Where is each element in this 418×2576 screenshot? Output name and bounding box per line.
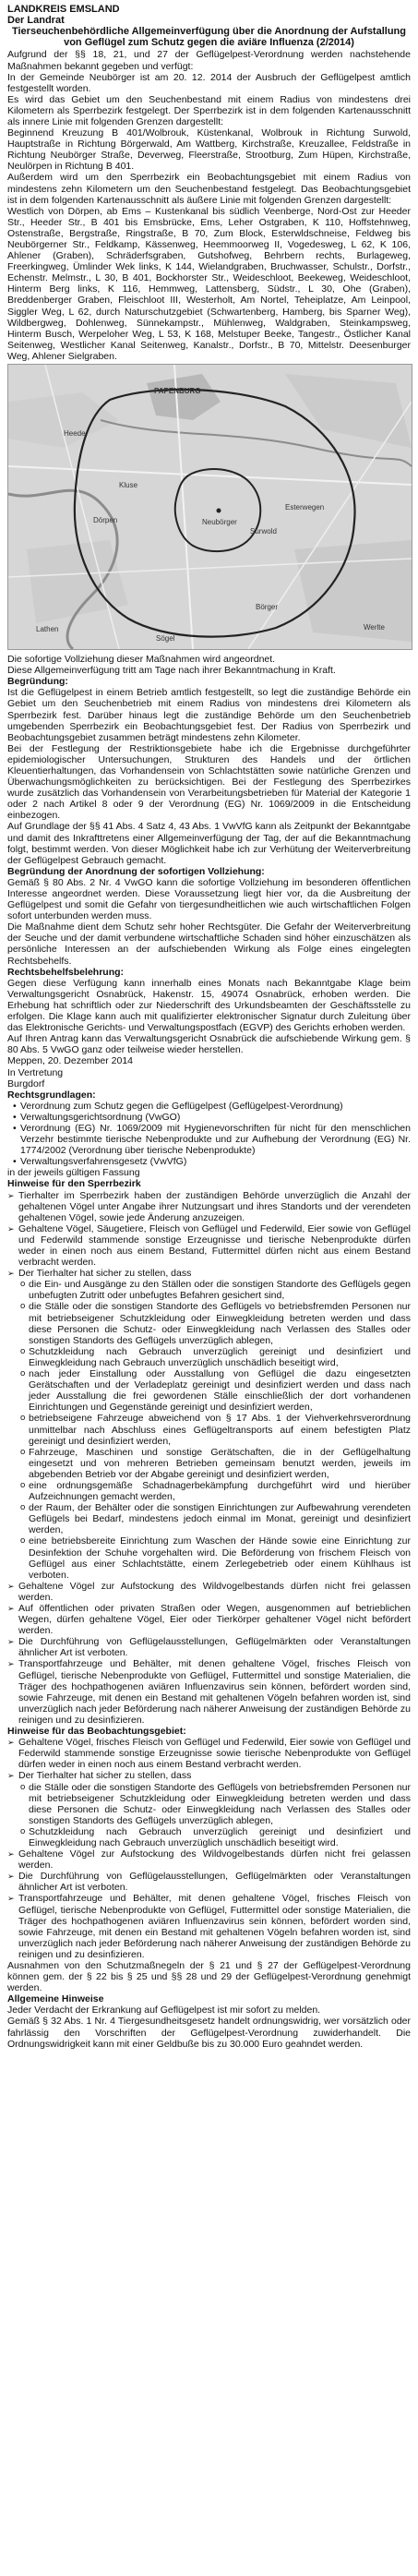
list-item — [7, 1268, 411, 1581]
list-item-text: Der Tierhalter hat sicher zu stellen, dass — [18, 1770, 192, 1782]
list-item: ➢ Gehaltene Vögel zur Aufstockung des Wildvogelbestands dürfen nicht frei gelassen werden. — [7, 1848, 411, 1871]
list-item: • Verwaltungsverfahrensgesetz (VwVfG) — [15, 1156, 411, 1167]
vollziehung-para: Die Maßnahme dient dem Schutz sehr hoher Rechtsgüter. Die Gefahr der Weiterverbreitung der Seuche und der damit verbundene wirtschaftliche Schaden sind höher einzuschätzen als persönliche Interessen an der aufschiebenden Wirkung als Folge eines eingelegten Rechtsbehelfs. — [7, 921, 411, 967]
map-label-kluse: Kluse — [119, 481, 138, 490]
allgemein-heading: Allgemeine Hinweise — [7, 1993, 104, 2005]
rechtsgrundlagen-heading: Rechtsgrundlagen: — [7, 1089, 96, 1101]
rechtsbehelf-heading: Rechtsbehelfsbelehrung: — [7, 966, 125, 978]
authority-name: LANDKREIS EMSLAND — [7, 4, 120, 15]
list-item: o die Ställe oder die sonstigen Standorte des Geflügels von betriebsfremden Personen nur mit betriebseigener Schutzkleidung oder Einwegkleidung betreten werden und dass diese Personen die Schutz- oder Einwegkleidung nach Verlassen des Stalles oder sonstigen Standorts des Geflügels unverzüglich ablegen, — [20, 1782, 411, 1826]
list-item: o betriebseigene Fahrzeuge abweichend von § 17 Abs. 1 der Viehverkehrsverordnung unmittelbar nach Abschluss eines Geflügeltransports auf einem befestigten Platz gereinigt und desinfiziert werden, — [20, 1413, 411, 1446]
intro-para: Westlich von Dörpen, ab Ems – Kustenkanal bis südlich Veenberge, Nord-Ost zur Heeder Str., Heeder Str., B 401 bis Emsbrücke, Ems, Leher Ostgraben, K 110, Hoffstehnweg, Ostenstraße, Bergstraße, Ringstraße, B 70, Zum Block, Esterwldschneise, Feldweg bis Neubörgerner Str., Feldkamp, Kässenweg, Heemmoorweg II, Vogedesweg, L 62, K 106, Ahlener (Graben), Schräderfsgraben, Gutshofweg, Behrbern rechts, Burlageweg, Freerkingweg, Ümlinder Wek links, K 144, Wielandgraben, Bruchwasser, Schulstr., Dorfstr., Echenstr. Melmstr., L 30, B 401, Bockhorster Str., Weideschloot, Beekeweg, Weideschloot, Hinterm Berg links, K 116, Hemmweg, Lattensberg, Südstr., L 30, Ohe (Graben), Breddenberger Graben, Fleischloot III, Westerholt, Am Nortel, Teheiplatze, Am Leinpool, Siggler Weg, L 62, durch Naturschutzgebiet (Schwartenberg, Hamberg, bis Sparner Weg), Wildbergweg, Dohlenweg, Sünnekampstr., Mühlenweg, Waldgraben, Steinkampsweg, Hinterm Busch, Werpeloher Weg, L 53, K 168, Melstuper Beeke, Tangestr., Östlicher Kanal Seitenweg, Westlicher Kanal Seitenweg, Kanalstr., Dorfstr., B 70, Mittelstr. Deesenburger Weg, Ahlener Sielgraben. — [7, 205, 411, 362]
list-item: • Verwaltungsgerichtsordnung (VwGO) — [15, 1112, 411, 1123]
intro-para: Beginnend Kreuzung B 401/Wolbrouk, Küstenkanal, Wolbrouk in Richtung Surwold, Hauptstraße in Richtung Börgerwald, Am Wattberg, Kirchstraße, Kreuzallee, Feldstraße in Richtung Neubörger Straße, Deverweg, Fleerstraße, Strootburg, Zum Hüpen, Kirchstraße, Neulörpen in Richtung B 401. — [7, 127, 411, 173]
map-label-esterwegen: Esterwegen — [285, 503, 325, 512]
map-label-soegel: Sögel — [156, 634, 175, 644]
map-label-boerger: Börger — [256, 603, 279, 612]
notice-title: Tierseuchenbehördliche Allgemeinverfügung über die Anordnung der Aufstallung von Geflügel zum Schutz gegen die aviäre Influenza (2/2014) — [11, 26, 406, 49]
list-item — [7, 1770, 411, 1848]
list-item: o eine betriebsbereite Einrichtung zum Waschen der Hände sowie eine Einrichtung zur Desinfektion der Schuhe vorgehalten wird. Die Beförderung von frischem Fleisch von Geflügel aus einer Schlachtstätte, einem Zerlegebetrieb oder einem Kühlhaus ist verboten. — [20, 1535, 411, 1580]
begruendung-para: Auf Grundlage der §§ 41 Abs. 4 Satz 4, 43 Abs. 1 VwVfG kann als Zeitpunkt der Bekanntgabe und damit des Inkrafttretens einer Allgemeinverfügung der Tag, der auf die Bekanntmachung folgt, bestimmt werden. Von dieser Möglichkeit habe ich zur Verhütung der Weiterverbreitung der Geflügelpest Gebrauch gemacht. — [7, 821, 411, 866]
list-item: ➢ Tierhalter im Sperrbezirk haben der zuständigen Behörde unverzüglich die Anzahl der gehaltenen Vögel unter Angabe ihrer Nutzungsart und ihres Standorts und der verendeten gehaltenen Vögel, sowie jede Änderung anzuzeigen. — [7, 1190, 411, 1223]
map-label-doerpen: Dörpen — [93, 516, 118, 525]
list-item: o Schutzkleidung nach Gebrauch unverzüglich gereinigt und desinfiziert und Einwegkleidung nach Gebrauch unverzüglich unschädlich beseitigt wird. — [20, 1826, 411, 1848]
list-item: ➢ Gehaltene Vögel zur Aufstockung des Wildvogelbestands dürfen nicht frei gelassen werden. — [7, 1581, 411, 1603]
map-label-papenburg: PAPENBURG — [154, 387, 201, 396]
begruendung-para: Ist die Geflügelpest in einem Betrieb amtlich festgestellt, so legt die zuständige Behörde ein Gebiet um den Seuchenbetrieb mit einem Radius von mindestens drei Kilometern als Sperrbezirk fest. Darüber hinaus legt die zuständige Behörde um den Seuchenbetrieb umgebenden Sperrbezirk ein Beobachtungsgebiet fest. Der Radius von Sperrbezirk und Beobachtungsgebiet zusammen beträgt mindestens zehn Kilometer. — [7, 687, 411, 743]
beobachtung-sublist — [18, 1782, 411, 1849]
list-item-text: Der Tierhalter hat sicher zu stellen, dass — [18, 1268, 192, 1280]
map-label-neuboerger: Neubörger — [202, 518, 237, 527]
intro-para: Außerdem wird um den Sperrbezirk ein Beobachtungsgebiet mit einem Radius von mindestens zehn Kilometern um den Seuchenbestand festgelegt. Das Beobachtungsgebiet ist in dem folgenden Kartenausschnitt als äußere Linie mit folgenden Grenzen dargestellt: — [7, 172, 411, 206]
list-item: o Fahrzeuge, Maschinen und sonstige Gerätschaften, die in der Geflügelhaltung eingesetzt und von mehreren Betrieben gemeinsam benutzt werden, jeweils im abgebenden Betrieb vor der Abgabe gereinigt und desinfiziert werden, — [20, 1447, 411, 1480]
list-item: ➢ Die Durchführung von Geflügelausstellungen, Geflügelmärkten oder Veranstaltungen ähnlicher Art ist verboten. — [7, 1871, 411, 1893]
place-date: Meppen, 20. Dezember 2014 — [7, 1055, 134, 1067]
list-item: ➢ Gehaltene Vögel, Säugetiere, Fleisch von Geflügel und Federwild, Eier sowie von Geflügel und Federwild stammende sonstige Erzeugnisse und tierische Nebenprodukte dürfen weder in einen noch aus einem Bestand, Futtermittel dürfen nicht aus einem Bestand verbracht werden. — [7, 1223, 411, 1268]
list-item: • Verordnung zum Schutz gegen die Geflügelpest (Geflügelpest-Verordnung) — [15, 1101, 411, 1112]
restriction-zone-map — [7, 364, 412, 650]
begruendung-heading: Begründung: — [7, 676, 68, 688]
list-item: ➢ Gehaltene Vögel, frisches Fleisch von Geflügel und Federwild, Eier sowie von Geflügel und Federwild stammende sonstige Erzeugnisse sowie tierische Nebenprodukte von Geflügel dürfen weder in einen noch aus einem Bestand verbracht werden. — [7, 1737, 411, 1770]
intro-para: Aufgrund der §§ 18, 21, und 27 der Geflügelpest-Verordnung werden nachstehende Maßnahmen bekannt gegeben und verfügt: — [7, 49, 411, 72]
vollziehung-para: Gemäß § 80 Abs. 2 Nr. 4 VwGO kann die sofortige Vollziehung im besonderen öffentlichen Interesse angeordnet werden. Diese Voraussetzung liegt hier vor, da die Ausbreitung der Geflügelpest und somit die Gefahr von tiergesundheitlichen wie auch wirtschaftlichen Folgen sofort unterbunden werden muss. — [7, 876, 411, 922]
allgemein-para: Gemäß § 32 Abs. 1 Nr. 4 Tiergesundheitsgesetz handelt ordnungswidrig, wer vorsätzlich oder fahrlässig den Vorschriften der Geflügelpest-Verordnung zuwiderhandelt. Die Ordnungswidrigkeit kann mit einer Geldbuße bis zu 30.000 Euro geahndet werden. — [7, 2016, 411, 2050]
intro-para: In der Gemeinde Neubörger ist am 20. 12. 2014 der Ausbruch der Geflügelpest amtlich festgestellt worden. — [7, 71, 411, 94]
beobachtung-list — [7, 1737, 411, 1960]
sperrbezirk-heading: Hinweise für den Sperrbezirk — [7, 1178, 141, 1190]
list-item: ➢ Die Durchführung von Geflügelausstellungen, Geflügelmärkten oder Veranstaltungen ähnlicher Art ist verboten. — [7, 1636, 411, 1658]
sperrbezirk-list — [7, 1190, 411, 1727]
rechtsbehelf-para: Auf Ihren Antrag kann das Verwaltungsgericht Osnabrück die aufschiebende Wirkung gem. § 80 Abs. 5 VwGO ganz oder teilweise wieder herstellen. — [7, 1033, 411, 1056]
list-item: • Verordnung (EG) Nr. 1069/2009 mit Hygienevorschriften für nicht für den menschlichen Verzehr bestimmte tierische Nebenprodukte und zur Aufhebung der Verordnung (EG) Nr. 1774/2002 (Verordnung über tierische Nebenprodukte) — [15, 1123, 411, 1156]
after-map-para: Die sofortige Vollziehung dieser Maßnahmen wird angeordnet. — [7, 654, 276, 666]
list-item: o Schutzkleidung nach Gebrauch unverzüglich gereinigt und desinfiziert und Einwegkleidung nach Gebrauch unverzüglich unschädlich beseitigt wird, — [20, 1346, 411, 1368]
rechtsbehelf-para: Gegen diese Verfügung kann innerhalb eines Monats nach Bekanntgabe Klage beim Verwaltungsgericht Osnabrück, Hakenstr. 15, 49074 Osnabrück, erhoben werden. Die Erhebung hat schriftlich oder zur Niederschrift des Urkundsbeamten der Geschäftsstelle zu erfolgen. Die Klage kann auch mit qualifizierter elektronischer Signatur durch Zuleitung über das Elektronische Gerichts- und Verwaltungspostfach (EGVP) des Gerichts erhoben werden. — [7, 977, 411, 1034]
in-vertretung: In Vertretung — [7, 1066, 64, 1078]
list-item: ➢ Transportfahrzeuge und Behälter, mit denen gehaltene Vögel, frisches Fleisch von Geflügel, tierische Nebenprodukte von Geflügel, Futtermittel oder sonstige Materialien, die Träger des hochpathogenen aviären Influenzavirus sein können, befördert worden sind, sowie Fahrzeuge, mit denen ein Bestand mit gehaltenen Vögeln befahren worden ist, sind unverzüglich nach jeder Beförderung nach näherer Anweisung der zuständigen Behörde zu reinigen und zu desinfizieren. — [7, 1893, 411, 1960]
list-item: o der Raum, der Behälter oder die sonstigen Einrichtungen zur Aufbewahrung verendeten Geflügels bei Bedarf, mindestens jedoch einmal im Monat, gereinigt und desinfiziert werden, — [20, 1502, 411, 1535]
list-item: o die Ställe oder die sonstigen Standorte des Geflügels vo betriebsfremden Personen nur mit betriebseigener Schutzkleidung oder Einwegkleidung betreten werden und dass diese Personen die Schutz- oder Einwegkleidung nach Verlassen des Stalles oder sonstigen Standorts des Geflügels unverzüglich ablegen, — [20, 1301, 411, 1345]
list-item: o nach jeder Einstallung oder Ausstallung von Geflügel die dazu eingesetzten Gerätschaften und der Verladeplatz gereinigt und desinfiziert werden und dass nach jeder Ausstallung die frei gewordenen Ställe einschließlich der dort vorhandenen Einrichtungen und Gegenstände gereinigt und desinfiziert werden, — [20, 1368, 411, 1413]
beobachtung-heading: Hinweise für das Beobachtungsgebiet: — [7, 1726, 186, 1738]
rechtsgrundlagen-footer: in der jeweils gültigen Fassung — [7, 1167, 140, 1179]
after-map-para: Diese Allgemeinverfügung tritt am Tage nach ihrer Bekanntmachung in Kraft. — [7, 665, 336, 677]
ausnahmen-para: Ausnahmen von den Schutzmaßnegeln der § 21 und § 27 der Geflügelpest-Verordnung können gem. der § 22 bis § 25 und §§ 28 und 29 der Geflügelpest-Verordnung genehmigt werden. — [7, 1960, 411, 1994]
intro-para: Es wird das Gebiet um den Seuchenbestand mit einem Radius von mindestens drei Kilometern als Sperrbezirk festgelegt. Der Sperrbezirk ist in dem folgenden Kartenausschnitt als innere Linie mit folgenden Grenzen dargestellt: — [7, 93, 411, 127]
list-item: o die Ein- und Ausgänge zu den Ställen oder die sonstigen Standorte des Geflügels gegen unbefugten Zutritt oder unbefugtes Befahren gesichert sind, — [20, 1279, 411, 1301]
rechtsgrundlagen-list — [7, 1101, 411, 1168]
authority-sub: Der Landrat — [7, 15, 65, 26]
allgemein-para: Jeder Verdacht der Erkrankung auf Geflügelpest ist mir sofort zu melden. — [7, 2004, 321, 2016]
map-graphic — [8, 365, 412, 649]
map-label-heede: Heede — [64, 429, 86, 439]
list-item: o eine ordnungsgemäße Schadnagerbekämpfung durchgeführt wird und hierüber Aufzeichnungen gemacht werden, — [20, 1480, 411, 1502]
map-label-surwold: Surwold — [250, 527, 277, 536]
list-item: ➢ Auf öffentlichen oder privaten Straßen oder Wegen, ausgenommen auf betrieblichen Wegen, dürfen gehaltene Vögel, Eier oder Tierkörper gehaltener Vögel nicht befördert werden. — [7, 1603, 411, 1636]
signer-name: Burgdorf — [7, 1077, 45, 1089]
list-item: ➢ Transportfahrzeuge und Behälter, mit denen gehaltene Vögel, frisches Fleisch von Geflügel, tierische Nebenprodukte von Geflügel, Futtermittel und sonstige Materialien, die Träger des hochpathogenen aviären Influenzavirus sein können, befördert worden sind, sowie Fahrzeuge, mit denen ein Bestand mit gehaltenen Vögeln befahren worden ist, sind unverzüglich nach jeder Beförderung nach näherer Anweisung der zuständigen Behörde zu reinigen und zu desinfizieren. — [7, 1658, 411, 1726]
begruendung-para: Bei der Festlegung der Restriktionsgebiete habe ich die Ergebnisse durchgeführter epidemiologischer Untersuchungen, Strukturen des Handels und der örtlichen Kleuentierhaltungen, das Vorhandensein von Schlachtstätten sowie natürliche Grenzen und Überwachungsmöglichkeiten zu berücksichtigen. Bei der Festlegung des Sperrbezirkes wurde zusätzlich das Vorhandensein von Verarbeitungsbetrieben für Material der Kategorie 1 oder 2 nach Artikel 8 oder 9 der Verordnung (EG) Nr. 1069/2009 in die Entscheidung einbezogen. — [7, 742, 411, 822]
map-label-werlte: Werlte — [364, 623, 385, 632]
sperrbezirk-sublist — [18, 1279, 411, 1581]
map-label-lathen: Lathen — [36, 625, 59, 634]
vollziehung-heading: Begründung der Anordnung der sofortigen Vollziehung: — [7, 865, 265, 877]
